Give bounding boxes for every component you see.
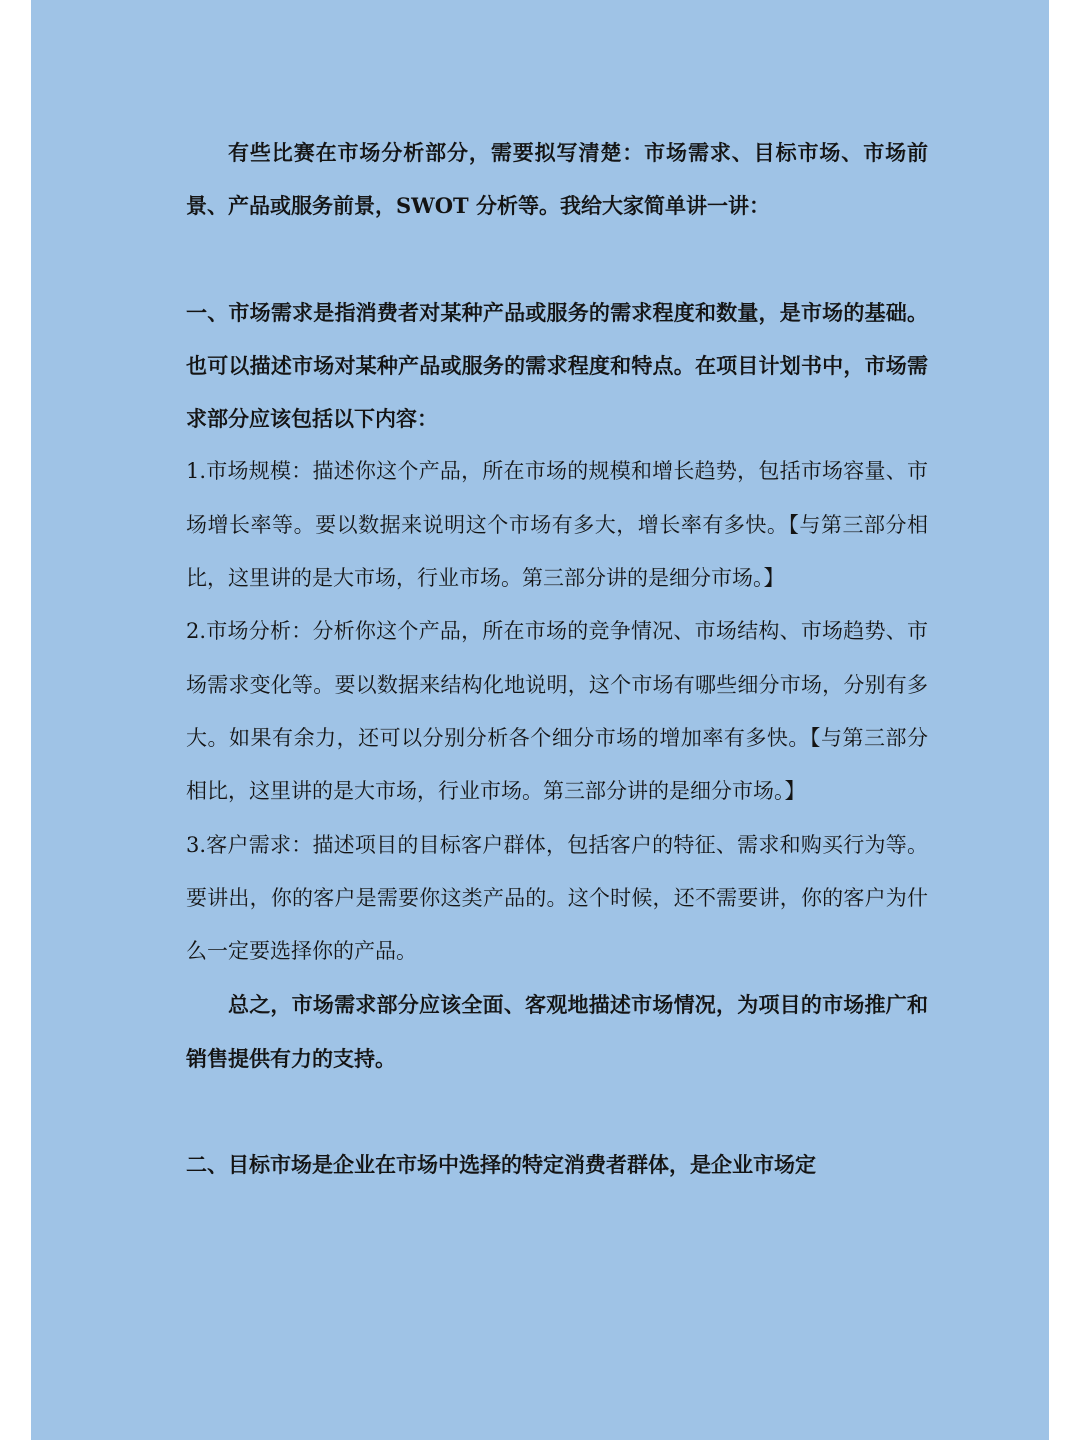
item-market-analysis: 2.市场分析：分析你这个产品，所在市场的竞争情况、市场结构、市场趋势、市场需求变化等。要以数据来结构化地说明，这个市场有哪些细分市场，分别有多大。如果有余力，还可以分别分析各个细分市场的增加率有多快。【与第三部分相比，这里讲的是大市场，行业市场。第三部分讲的是细分市场。】 [186,619,928,804]
section-two-heading: 二、目标市场是企业在市场中选择的特定消费者群体，是企业市场定 [186,1152,816,1178]
document-body [186,126,928,1191]
intro-paragraph: 有些比赛在市场分析部分，需要拟写清楚：市场需求、目标市场、市场前景、产品或服务前景，SWOT 分析等。我给大家简单讲一讲： [186,140,928,219]
section-one-heading: 一、市场需求是指消费者对某种产品或服务的需求程度和数量，是市场的基础。也可以描述市场对某种产品或服务的需求程度和特点。在项目计划书中，市场需求部分应该包括以下内容： [186,299,928,432]
document-page [31,0,1049,1440]
item-market-size: 1.市场规模：描述你这个产品，所在市场的规模和增长趋势，包括市场容量、市场增长率等。要以数据来说明这个市场有多大，增长率有多快。【与第三部分相比，这里讲的是大市场，行业市场。第三部分讲的是细分市场。】 [186,459,928,591]
summary-paragraph: 总之，市场需求部分应该全面、客观地描述市场情况，为项目的市场推广和销售提供有力的支持。 [186,992,928,1071]
item-customer-needs: 3.客户需求：描述项目的目标客户群体，包括客户的特征、需求和购买行为等。要讲出，你的客户是需要你这类产品的。这个时候，还不需要讲，你的客户为什么一定要选择你的产品。 [186,832,928,964]
